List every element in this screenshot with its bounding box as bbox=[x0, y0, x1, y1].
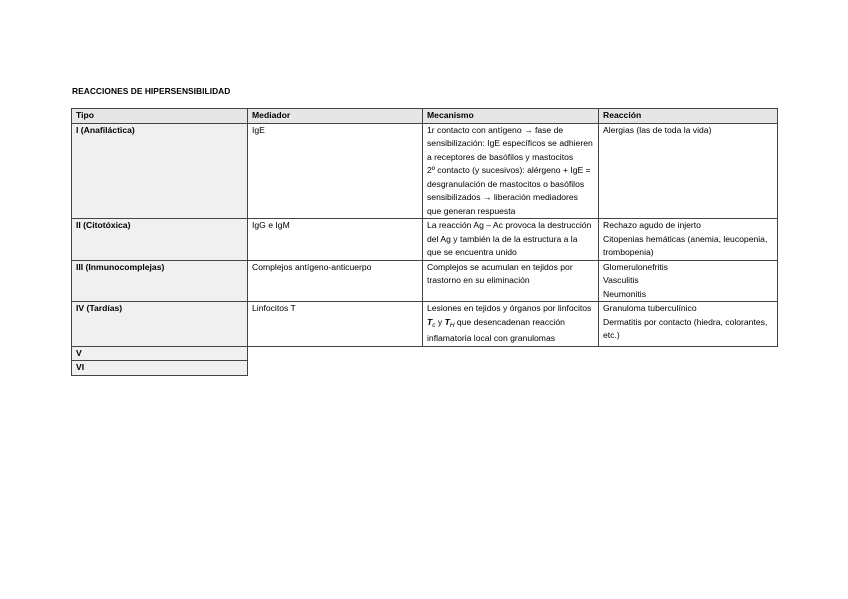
cell-reaccion bbox=[599, 260, 778, 302]
t-cell-subscript: H bbox=[449, 321, 455, 329]
table-row bbox=[72, 302, 778, 347]
table-row bbox=[72, 260, 778, 302]
table-row bbox=[72, 346, 778, 361]
mecanismo-text: que desencadenan reacción inflamatoria local con granulomas bbox=[427, 316, 565, 343]
table-row bbox=[72, 219, 778, 261]
empty-cell bbox=[248, 346, 423, 361]
t-cell-symbol: T bbox=[444, 316, 450, 327]
cell-tipo: IV (Tardías) bbox=[72, 302, 248, 347]
cell-tipo: VI bbox=[72, 361, 248, 376]
header-mediador: Mediador bbox=[248, 109, 423, 124]
header-mecanismo: Mecanismo bbox=[423, 109, 599, 124]
empty-cell bbox=[423, 361, 599, 376]
cell-reaccion bbox=[599, 219, 778, 261]
cell-mecanismo bbox=[423, 260, 599, 302]
t-cell-subscript: c bbox=[432, 321, 436, 329]
reaccion-line: Rechazo agudo de injerto bbox=[603, 220, 701, 230]
cell-reaccion bbox=[599, 302, 778, 347]
cell-mecanismo bbox=[423, 123, 599, 219]
reaccion-line: Neumonitis bbox=[603, 288, 646, 299]
table-row bbox=[72, 361, 778, 376]
reaccion-line: Vasculitis bbox=[603, 275, 639, 285]
cell-tipo: II (Citotóxica) bbox=[72, 219, 248, 261]
empty-cell bbox=[248, 361, 423, 376]
cell-mediador: IgE bbox=[248, 123, 423, 219]
cell-mediador: Linfocitos T bbox=[248, 302, 423, 347]
reaccion-line: Granuloma tuberculínico bbox=[603, 303, 697, 313]
reaccion-line: Alergias (las de toda la vida) bbox=[603, 124, 712, 135]
table-row bbox=[72, 123, 778, 219]
mecanismo-line: 2º contacto (y sucesivos): alérgeno + IgE = desgranulación de mastocitos o basófilos sensibilizados → liberación mediadores que generan respuesta bbox=[427, 165, 591, 216]
cell-mediador: Complejos antígeno-anticuerpo bbox=[248, 260, 423, 302]
reaccion-line: Dermatitis por contacto (hiedra, colorantes, etc.) bbox=[603, 316, 768, 340]
mecanismo-line: Complejos se acumulan en tejidos por trastorno en su eliminación bbox=[427, 261, 573, 285]
hypersensitivity-table bbox=[71, 108, 778, 376]
t-cell-symbol: T bbox=[427, 316, 433, 327]
cell-mediador: IgG e IgM bbox=[248, 219, 423, 261]
cell-mecanismo bbox=[423, 302, 599, 347]
mecanismo-text: y bbox=[435, 316, 445, 327]
empty-cell bbox=[599, 346, 778, 361]
reaccion-line: Citopenias hemáticas (anemia, leucopenia, trombopenia) bbox=[603, 233, 768, 257]
cell-tipo: V bbox=[72, 346, 248, 361]
reaccion-line: Glomerulonefritis bbox=[603, 261, 668, 272]
empty-cell bbox=[599, 361, 778, 376]
cell-reaccion bbox=[599, 123, 778, 219]
cell-tipo: I (Anafiláctica) bbox=[72, 123, 248, 219]
header-row bbox=[72, 109, 778, 124]
header-tipo: Tipo bbox=[72, 109, 248, 124]
mecanismo-line: 1r contacto con antígeno → fase de sensibilización: IgE específicos se adhieren a receptores de basófilos y mastocitos bbox=[427, 124, 593, 162]
cell-mecanismo bbox=[423, 219, 599, 261]
mecanismo-text: Lesiones en tejidos y órganos por linfocitos bbox=[427, 303, 592, 313]
cell-tipo: III (Inmunocomplejas) bbox=[72, 260, 248, 302]
empty-cell bbox=[423, 346, 599, 361]
header-reaccion: Reacción bbox=[599, 109, 778, 124]
mecanismo-line: La reacción Ag – Ac provoca la destrucción del Ag y también la de la estructura a la que se encuentra unido bbox=[427, 220, 592, 257]
document-title: REACCIONES DE HIPERSENSIBILIDAD bbox=[72, 86, 231, 96]
